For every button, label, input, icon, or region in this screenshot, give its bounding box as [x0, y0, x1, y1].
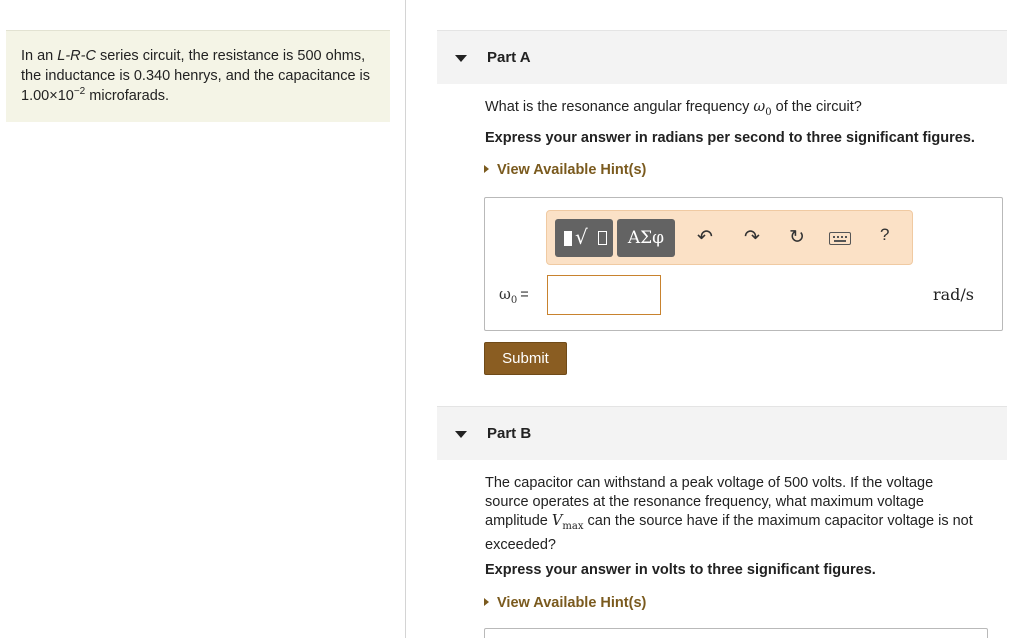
redo-icon[interactable]: ↷ — [744, 227, 760, 248]
unit-label: rad/s — [932, 285, 974, 304]
part-a-hint-link[interactable] — [484, 162, 646, 178]
hint-label: View Available Hint(s) — [497, 595, 647, 611]
problem-text-pre: In an — [21, 48, 58, 64]
reset-icon[interactable]: ↻ — [789, 227, 805, 248]
question-line-3-pre: amplitude — [485, 513, 552, 529]
part-b-answer-box — [484, 628, 988, 638]
math-toolbar — [546, 210, 913, 265]
collapse-triangle-icon[interactable] — [455, 431, 467, 438]
answer-variable-label — [499, 287, 529, 306]
part-a-header[interactable] — [437, 30, 1007, 84]
part-a-title: Part A — [487, 49, 531, 66]
vmax-symbol: V — [551, 513, 563, 529]
circuit-type: L-R-C — [57, 48, 96, 64]
greek-symbols-button[interactable]: ΑΣφ — [617, 219, 675, 257]
equals-sign: = — [520, 287, 529, 303]
radical-icon: √ — [575, 225, 588, 249]
part-b-header[interactable] — [437, 406, 1007, 460]
question-text-pre: What is the resonance angular frequency — [485, 99, 754, 115]
vmax-variable — [551, 513, 584, 532]
hint-label: View Available Hint(s) — [497, 162, 647, 178]
part-a-question — [485, 98, 862, 122]
collapse-triangle-icon[interactable] — [455, 55, 467, 62]
capacitance-exponent: −2 — [73, 86, 86, 97]
question-text-post: of the circuit? — [771, 99, 862, 115]
vmax-sub: max — [562, 520, 584, 532]
problem-text-post: microfarads. — [85, 88, 170, 104]
question-line-1: The capacitor can withstand a peak voltage of 500 volts. If the voltage — [485, 475, 934, 491]
column-divider — [405, 0, 406, 638]
part-b-instruction: Express your answer in volts to three significant figures. — [485, 562, 876, 578]
template-box-icon — [598, 231, 607, 245]
variable-symbol: ω — [499, 287, 511, 303]
part-b-title: Part B — [487, 425, 532, 442]
help-button[interactable]: ? — [880, 225, 890, 244]
question-line-3 — [485, 512, 973, 536]
answer-input[interactable] — [547, 275, 661, 315]
keyboard-icon[interactable] — [829, 232, 851, 245]
part-b-hint-link[interactable] — [484, 595, 646, 611]
question-line-2: source operates at the resonance frequency, what maximum voltage — [485, 494, 924, 510]
question-variable — [753, 99, 772, 118]
question-var-sub: 0 — [765, 106, 772, 118]
answer-box — [484, 197, 1003, 331]
caret-right-icon — [484, 598, 489, 606]
undo-icon[interactable]: ↶ — [697, 227, 713, 248]
variable-sub: 0 — [510, 294, 518, 306]
problem-statement — [6, 30, 390, 122]
question-var-symbol: ω — [753, 99, 766, 115]
templates-button[interactable] — [555, 219, 613, 257]
caret-right-icon — [484, 165, 489, 173]
problem-text-mid: series circuit, the resistance is 500 ohms, the inductance is 0.340 henrys, and the capacitance is 1.00×10 — [21, 48, 371, 104]
submit-button[interactable]: Submit — [484, 342, 567, 375]
part-a-instruction: Express your answer in radians per second to three significant figures. — [485, 130, 975, 146]
part-b-question — [485, 474, 973, 555]
template-block-icon — [564, 231, 572, 246]
question-line-4: exceeded? — [485, 536, 556, 553]
question-line-3-post: can the source have if the maximum capacitor voltage is not — [583, 513, 973, 529]
